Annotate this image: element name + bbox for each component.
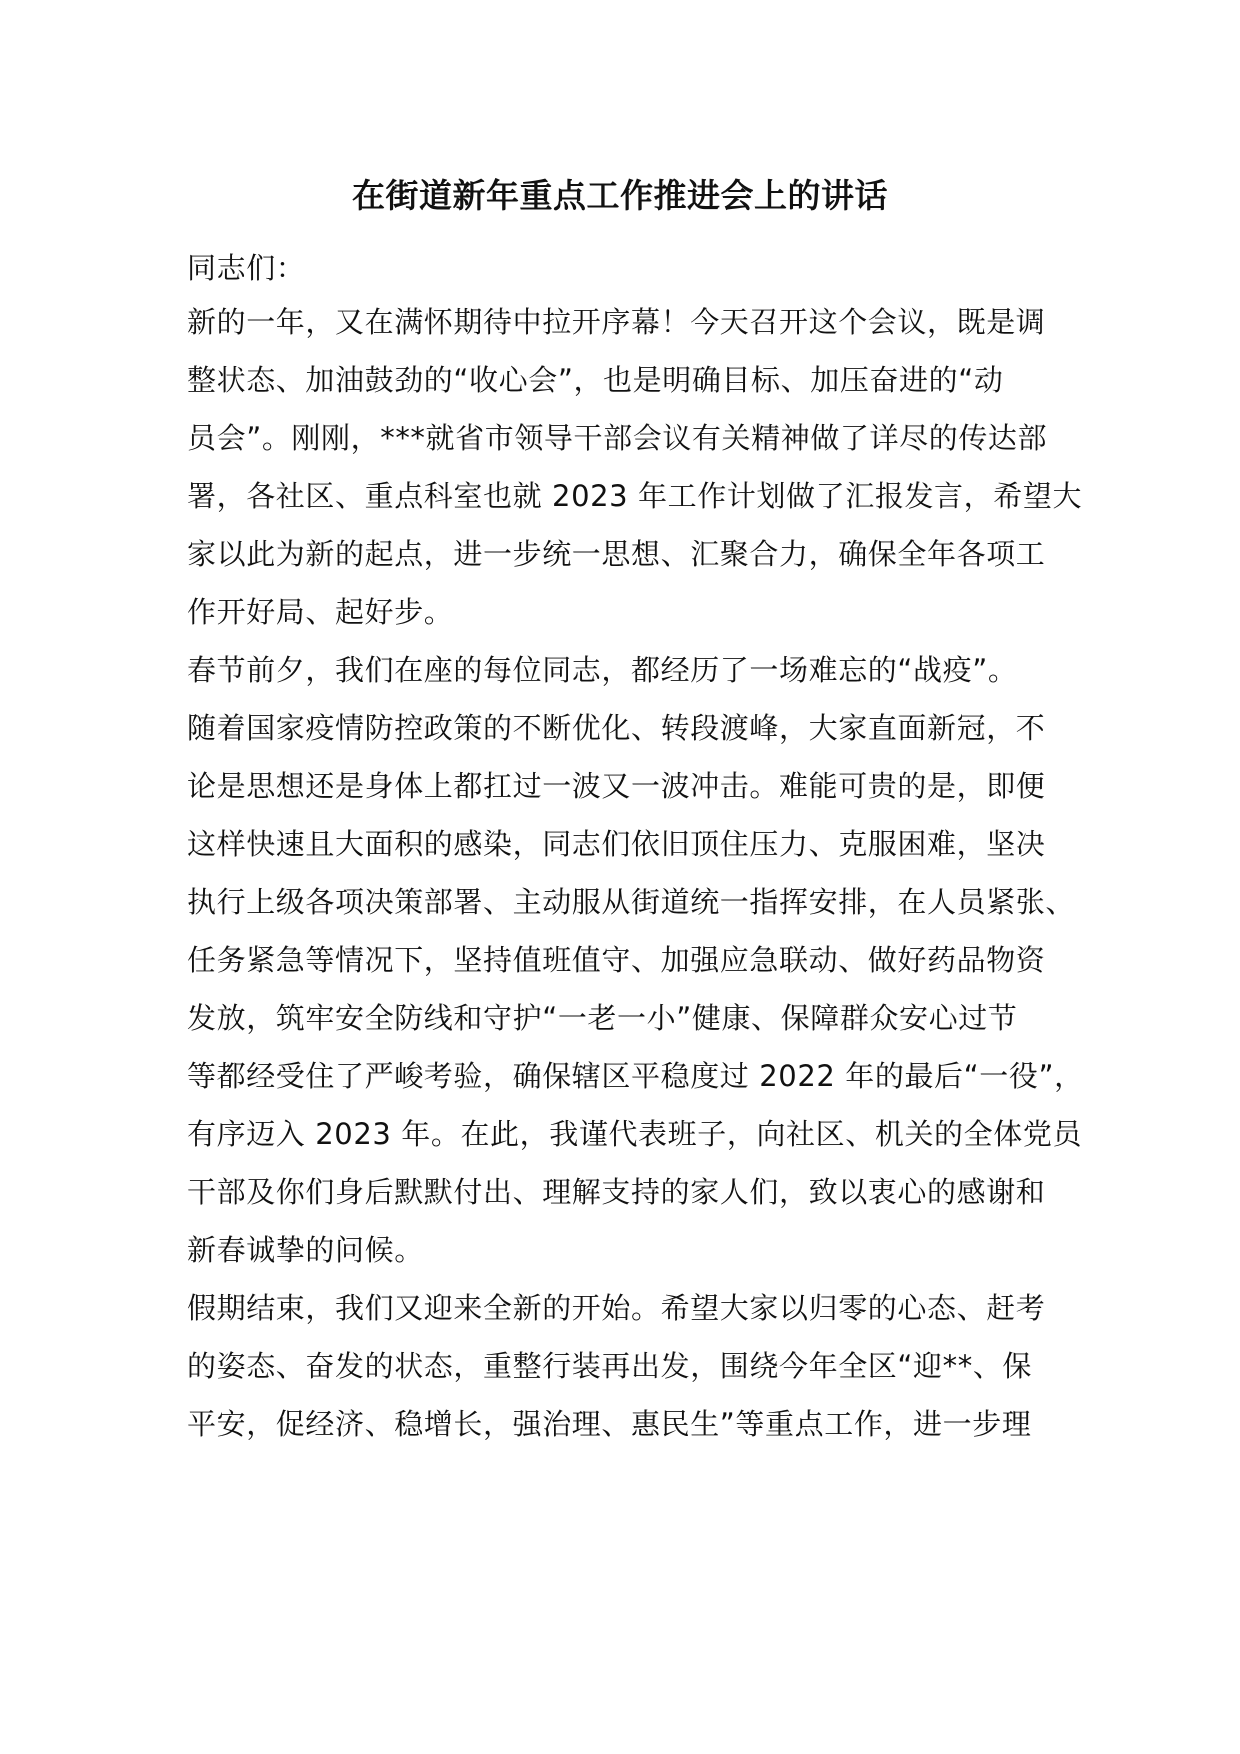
text-line: 的姿态、奋发的状态，重整行装再出发，围绕今年全区“迎**、保 — [187, 1349, 1033, 1383]
text-line: 论是思想还是身体上都扛过一波又一波冲击。难能可贵的是，即便 — [187, 769, 1046, 803]
text-line: 假期结束，我们又迎来全新的开始。希望大家以归零的心态、赶考 — [187, 1291, 1046, 1325]
text-line: 任务紧急等情况下，坚持值班值守、加强应急联动、做好药品物资 — [187, 943, 1046, 977]
text-line: 执行上级各项决策部署、主动服从街道统一指挥安排，在人员紧张、 — [187, 885, 1076, 919]
text-line: 随着国家疫情防控政策的不断优化、转段渡峰，大家直面新冠，不 — [187, 711, 1046, 745]
text-line: 整状态、加油鼓劲的“收心会”，也是明确目标、加压奋进的“动 — [187, 363, 1004, 397]
text-line: 家以此为新的起点，进一步统一思想、汇聚合力，确保全年各项工 — [187, 537, 1046, 571]
text-line: 作开好局、起好步。 — [187, 595, 454, 629]
text-line: 这样快速且大面积的感染，同志们依旧顶住压力、克服困难，坚决 — [187, 827, 1046, 861]
text-line: 新春诚挚的问候。 — [187, 1233, 424, 1267]
document-title: 在街道新年重点工作推进会上的讲话 — [352, 176, 888, 215]
text-line: 员会”。刚刚，***就省市领导干部会议有关精神做了详尽的传达部 — [187, 421, 1048, 455]
salutation-line: 同志们： — [187, 251, 306, 285]
text-line: 有序迈入 2023 年。在此，我谨代表班子，向社区、机关的全体党员 — [187, 1117, 1083, 1151]
text-line: 干部及你们身后默默付出、理解支持的家人们，致以衷心的感谢和 — [187, 1175, 1046, 1209]
text-line: 等都经受住了严峻考验，确保辖区平稳度过 2022 年的最后“一役”， — [187, 1059, 1084, 1093]
text-line: 署，各社区、重点科室也就 2023 年工作计划做了汇报发言，希望大 — [187, 479, 1083, 513]
text-line: 春节前夕，我们在座的每位同志，都经历了一场难忘的“战疫”。 — [187, 653, 1018, 687]
text-line: 平安，促经济、稳增长，强治理、惠民生”等重点工作，进一步理 — [187, 1407, 1032, 1441]
text-line: 发放，筑牢安全防线和守护“一老一小”健康、保障群众安心过节 — [187, 1001, 1018, 1035]
text-line: 新的一年，又在满怀期待中拉开序幕！今天召开这个会议，既是调 — [187, 305, 1046, 339]
